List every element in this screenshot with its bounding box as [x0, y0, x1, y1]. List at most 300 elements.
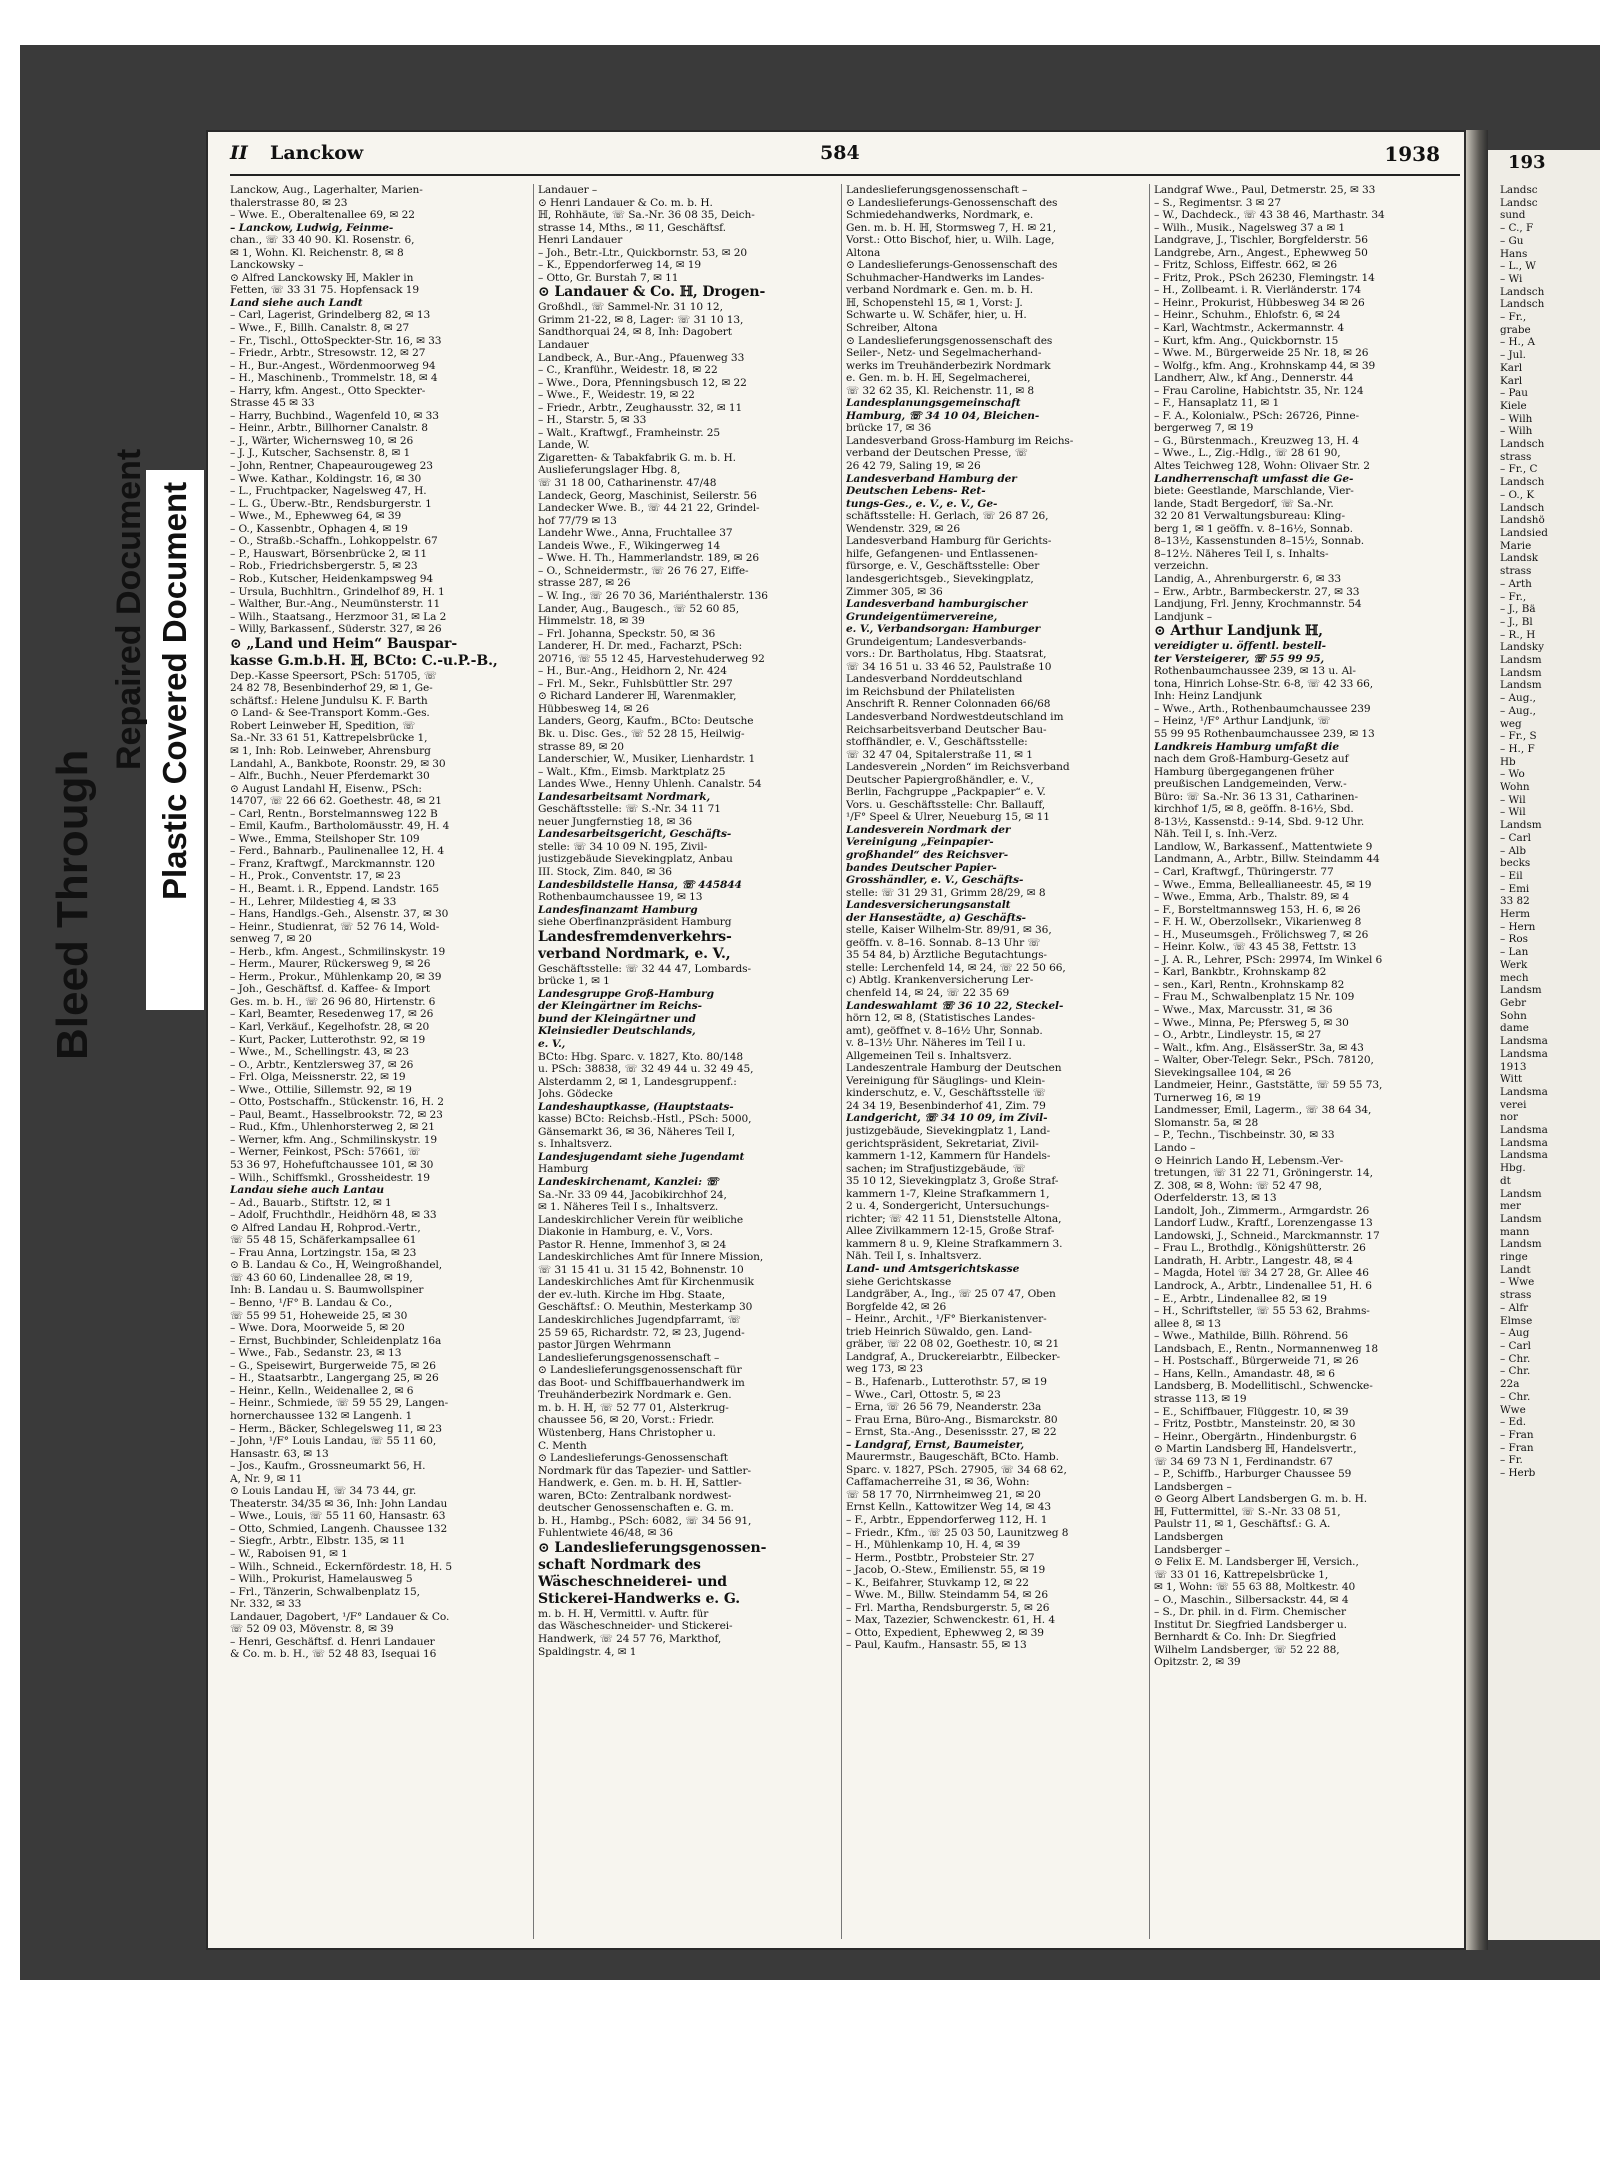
directory-entry-line: Landesjugendamt siehe Jugendamt: [538, 1150, 745, 1163]
directory-entry-line: Seiler-, Netz- und Segelmacherhand-: [846, 347, 1042, 360]
directory-entry-line: – Frl. Martha, Rendsburgerstr. 5, ✉ 26: [846, 1601, 1050, 1614]
directory-entry-line: stelle: ☏ 34 10 09 N. 195, Zivil-: [538, 840, 708, 853]
directory-entry-line: Landesverein „Norden“ im Reichsverband: [846, 761, 1070, 774]
directory-entry-line: ✉ 1, Wohn. Kl. Reichenstr. 8, ✉ 8: [230, 246, 404, 259]
directory-entry-line: – Heinr., Prokurist, Hübbesweg 34 ✉ 26: [1154, 296, 1365, 309]
directory-entry-line: – Walt., Kraftwgf., Framheinstr. 25: [538, 426, 721, 439]
directory-entry-line: – Karl, Verkäuf., Kegelhofstr. 28, ✉ 20: [230, 1021, 430, 1033]
directory-entry-line: Landherrenschaft umfasst die Ge-: [1154, 472, 1354, 485]
directory-entry-line: kammern 8 u. 9, Kleine Strafkammern 3.: [846, 1237, 1063, 1250]
directory-entry-line: fürsorge, e. V., Geschäftsstelle: Ober: [846, 560, 1040, 573]
directory-entry-line: – E., Arbtr., Lindenallee 82, ✉ 19: [1154, 1292, 1327, 1305]
directory-entry-line: – Wwe., Ottilie, Sillemstr. 92, ✉ 19: [230, 1083, 412, 1096]
directory-entry-line: lande, Stadt Bergedorf, ☏ Sa.-Nr.: [1154, 497, 1334, 510]
directory-entry-line: – Herb., kfm. Angest., Schmilinskystr. 19: [230, 945, 446, 958]
next-page-line: Landsch: [1500, 476, 1545, 489]
directory-entry-line: ⊙ Landeslieferungs-Genossenschaft des: [846, 259, 1058, 272]
next-page-line: Landsch: [1500, 501, 1545, 514]
directory-entry-line: Landrath, H. Arbtr., Langestr. 48, ✉ 4: [1154, 1254, 1353, 1267]
directory-entry-line: Grundeigentum; Landesverbands-: [846, 635, 1027, 648]
directory-entry-line: – P., Schiffb., Harburger Chaussee 59: [1154, 1468, 1352, 1481]
directory-entry-line: Landes Wwe., Henny Uhlenh. Canalstr. 54: [538, 778, 762, 791]
directory-entry-line: 35 54 84, b) Ärztliche Begutachtungs-: [846, 949, 1047, 962]
next-page-line: Landsk: [1500, 552, 1539, 565]
next-page-line: – Wi: [1500, 272, 1523, 285]
next-page-line: Landsied: [1500, 526, 1548, 539]
column-divider: [841, 184, 842, 1939]
directory-entry-line: ☏ 32 47 04, Spitalerstraße 11, ✉ 1: [846, 748, 1033, 761]
directory-entry-line: Rothenbaumchaussee 239, ✉ 13 u. Al-: [1154, 665, 1356, 678]
directory-entry-line: e. V.,: [538, 1038, 566, 1050]
next-page-line: mann: [1500, 1225, 1530, 1238]
directory-entry-line: – Hans, Handlgs.-Geh., Alsenstr. 37, ✉ 30: [230, 908, 449, 921]
directory-entry-line: Landauer, Dagobert, ¹/F° Landauer & Co.: [230, 1610, 450, 1623]
directory-entry-line: 8-13½, Kassenstd.: 9-14, Sbd. 9-12 Uhr.: [1154, 815, 1365, 828]
directory-entry-line: Landgraf, A., Druckereiarbtr., Eilbecker-: [846, 1350, 1061, 1363]
next-page-line: – Herb: [1500, 1467, 1536, 1480]
directory-entry-line: Theaterstr. 34/35 ✉ 36, Inh: John Landau: [230, 1497, 448, 1510]
next-page-line: Landsma: [1500, 1035, 1548, 1048]
directory-entry-line: vors.: Dr. Bartholatus, Hbg. Staatsrat,: [846, 648, 1047, 661]
directory-entry-line: – Frau M., Schwalbenplatz 15 Nr. 109: [1154, 991, 1355, 1004]
directory-entry-line: ⊙ Landeslieferungsgenossen-: [538, 1539, 767, 1556]
directory-entry-line: u. PSch: 38838, ☏ 32 49 44 u. 32 49 45,: [538, 1063, 754, 1076]
directory-entry-line: – Wwe., F., Weidestr. 19, ✉ 22: [538, 389, 695, 402]
directory-entry-line: e. V., Verbandsorgan: Hamburger: [846, 623, 1041, 636]
directory-entry-line: Pastor R. Henne, Immenhof 3, ✉ 24: [538, 1238, 727, 1251]
directory-entry-line: – Wwe., F., Billh. Canalstr. 8, ✉ 27: [230, 322, 410, 335]
directory-entry-line: – Wwe., M., Ephewweg 64, ✉ 39: [230, 510, 402, 523]
directory-entry-line: – Frau Caroline, Habichtstr. 35, Nr. 124: [1154, 384, 1364, 397]
directory-entry-line: Landkreis Hamburg umfaßt die: [1154, 740, 1339, 753]
directory-entry-line: – K., Eppendorferweg 14, ✉ 19: [538, 259, 702, 272]
directory-entry-line: tungs-Ges., e. V., e. V., Ge-: [846, 497, 998, 510]
directory-entry-line: Landesverband Nordwestdeutschland im: [846, 710, 1064, 723]
directory-entry-line: – F., Hansaplatz 11, ✉ 1: [1154, 397, 1280, 410]
next-page-line: nor: [1500, 1111, 1518, 1124]
next-page-line: 33 82: [1500, 895, 1530, 908]
directory-entry-line: – J. A. R., Lehrer, PSch: 29974, Im Winkel 6: [1154, 953, 1383, 966]
directory-entry-line: tretungen, ☏ 31 22 71, Gröningerstr. 14,: [1154, 1167, 1373, 1180]
directory-entry-line: – H., Bur.-Angest., Wördenmoorweg 94: [230, 359, 436, 372]
directory-entry-line: Slomanstr. 5a, ✉ 28: [1154, 1116, 1259, 1129]
directory-entry-line: 35 10 12, Sievekingplatz 3, Große Straf-: [846, 1175, 1059, 1188]
next-page-line: – Ros: [1500, 933, 1528, 946]
directory-entry-line: strasse 89, ✉ 20: [538, 740, 624, 753]
directory-entry-line: Robert Leinweber ℍ, Spedition, ☏: [230, 719, 416, 732]
directory-entry-line: – John, ¹/F° Louis Landau, ☏ 55 11 60,: [230, 1435, 437, 1448]
directory-entry-line: – H., Schriftsteller, ☏ 55 53 62, Brahms-: [1154, 1305, 1370, 1318]
directory-entry-line: strasse 113, ✉ 19: [1154, 1392, 1247, 1405]
next-page-line: Landsma: [1500, 1136, 1548, 1149]
directory-entry-line: Henri Landauer: [538, 234, 623, 247]
directory-entry-line: – G., Speisewirt, Burgerweide 75, ✉ 26: [230, 1359, 436, 1372]
directory-entry-line: A, Nr. 9, ✉ 11: [230, 1472, 303, 1485]
next-page-line: – Pau: [1500, 387, 1528, 400]
directory-entry-line: stelle: ☏ 31 29 31, Grimm 28/29, ✉ 8: [846, 886, 1046, 899]
directory-entry-line: Grimm 21-22, ✉ 8, Lager: ☏ 31 10 13,: [538, 313, 744, 326]
directory-entry-line: ⊙ Landeslieferungsgenossenschaft des: [846, 334, 1053, 347]
next-page-line: mer: [1500, 1200, 1521, 1213]
directory-entry-line: – W., Dachdeck., ☏ 43 38 46, Marthastr. 34: [1154, 209, 1385, 222]
directory-entry-line: s. Inhaltsverz.: [538, 1138, 613, 1151]
directory-entry-line: der Kleingärtner im Reichs-: [538, 1000, 702, 1013]
directory-entry-line: Land siehe auch Landt: [230, 296, 363, 309]
directory-entry-line: – Herm., Postbtr., Probsteier Str. 27: [846, 1551, 1035, 1564]
directory-entry-line: Landesgruppe Groß-Hamburg: [538, 987, 714, 1000]
directory-entry-line: Landmeier, Heinr., Gaststätte, ☏ 59 55 73,: [1154, 1079, 1383, 1092]
next-page-line: Wwe: [1500, 1403, 1526, 1416]
directory-entry-line: Landers, Georg, Kaufm., BCto: Deutsche: [538, 715, 754, 728]
next-page-line: – Chr.: [1500, 1365, 1531, 1378]
directory-entry-line: stoffhändler, e. V., Geschäftsstelle:: [846, 736, 1028, 749]
directory-entry-line: – H., Maschinenb., Trommelstr. 18, ✉ 4: [230, 372, 438, 385]
directory-entry-line: 14707, ☏ 22 66 62. Goethestr. 48, ✉ 21: [230, 795, 442, 808]
directory-entry-line: Sa.-Nr. 33 09 44, Jacobikirchhof 24,: [538, 1188, 727, 1201]
next-page-line: Landsm: [1500, 1187, 1542, 1200]
directory-entry-line: Land- und Amtsgerichtskasse: [846, 1263, 1020, 1276]
directory-entry-line: – Frau Erna, Büro-Ang., Bismarckstr. 80: [846, 1413, 1058, 1426]
directory-entry-line: Handwerk, e. Gen. m. b. H. ℍ, Sattler-: [538, 1477, 742, 1490]
directory-entry-line: waren, BCto: Zentralbank nordwest-: [538, 1489, 732, 1502]
directory-entry-line: Landolt, Joh., Zimmerm., Armgardstr. 26: [1154, 1204, 1370, 1217]
directory-entry-line: – L. G., Überw.-Btr., Rendsburgerstr. 1: [230, 497, 432, 510]
next-page-line: – L., W: [1500, 260, 1536, 273]
directory-entry-line: hornerchaussee 132 ✉ Langenh. 1: [230, 1409, 413, 1422]
directory-entry-line: Landahl, A., Bankbote, Roonstr. 29, ✉ 30: [230, 757, 446, 770]
next-page-line: Werk: [1500, 958, 1528, 971]
next-page-line: Landsch: [1500, 438, 1545, 451]
directory-entry-line: – Fritz, Postbtr., Mansteinstr. 20, ✉ 30: [1154, 1418, 1356, 1431]
directory-entry-line: – Friedr., Arbtr., Stresowstr. 12, ✉ 27: [230, 347, 426, 360]
next-page-line: – Fr., S: [1500, 730, 1537, 743]
next-page-line: Landsma: [1500, 1047, 1548, 1060]
directory-entry-line: allee 8, ✉ 13: [1154, 1317, 1221, 1330]
directory-entry-line: ✉ 1. Näheres Teil I s., Inhaltsverz.: [538, 1201, 719, 1214]
directory-entry-line: e. Gen. m. b. H. ℍ, Segelmacherei,: [846, 372, 1031, 385]
directory-entry-line: – Adolf, Fruchthdlr., Heidhörn 48, ✉ 33: [230, 1209, 437, 1222]
directory-entry-line: Sa.-Nr. 33 61 51, Kattrepelsbrücke 1,: [230, 732, 428, 745]
next-page-line: – O., K: [1500, 488, 1535, 501]
directory-entry-line: – Wwe. M., Billw. Steindamm 54, ✉ 26: [846, 1589, 1048, 1602]
next-page-line: – C., F: [1500, 222, 1534, 235]
directory-entry-line: – Ursula, Buchhltrn., Grindelhof 89, H. 1: [230, 585, 445, 598]
directory-entry-line: ⊙ Landeslieferungs-Genossenschaft des: [846, 196, 1058, 209]
directory-entry-line: – P., Hauswart, Börsenbrücke 2, ✉ 11: [230, 547, 428, 560]
directory-entry-line: Maurermstr., Baugeschäft, BCto. Hamb.: [846, 1451, 1059, 1464]
directory-entry-line: – H., Museumsgeh., Frölichsweg 7, ✉ 26: [1154, 928, 1369, 941]
directory-entry-line: – Heinr., Archit., ¹/F° Bierkanistenver-: [846, 1313, 1047, 1326]
directory-entry-line: Landesfinanzamt Hamburg: [538, 903, 698, 916]
next-page-line: – Wilh: [1500, 425, 1533, 438]
next-page-line: Landsch: [1500, 298, 1545, 311]
directory-entry-line: III. Stock, Zim. 840, ✉ 36: [538, 865, 672, 878]
directory-columns: [230, 184, 1462, 1944]
next-page-line: Landsm: [1500, 1238, 1542, 1251]
next-page-line: Landsky: [1500, 641, 1544, 654]
next-page-line: – Chr.: [1500, 1352, 1531, 1365]
directory-entry-line: Näh. Teil I, s. Inh.-Verz.: [1154, 828, 1278, 841]
directory-entry-line: – S., Dr. phil. in d. Firm. Chemischer: [1154, 1606, 1346, 1619]
directory-entry-line: Wendenstr. 329, ✉ 26: [846, 522, 960, 535]
next-page-line: strass: [1500, 565, 1532, 578]
directory-entry-line: ☏ 32 62 35, Kl. Reichenstr. 11, ✉ 8: [846, 384, 1035, 397]
directory-entry-line: 8–13½, Kassenstunden 8–15½, Sonnab.: [1154, 535, 1365, 548]
directory-entry-line: nach dem Groß-Hamburg-Gesetz auf: [1154, 753, 1349, 766]
directory-entry-line: – Rob., Kutscher, Heidenkampsweg 94: [230, 572, 433, 585]
directory-entry-line: Geschäftsstelle: ☏ S.-Nr. 34 11 71: [538, 803, 721, 816]
directory-entry-line: – Wwe. E., Oberaltenallee 69, ✉ 22: [230, 209, 415, 222]
plastic-covered-label: Plastic Covered Document: [156, 481, 193, 900]
directory-entry-line: – Friedr., Arbtr., Zeughausstr. 32, ✉ 11: [538, 401, 743, 414]
next-page-line: Landsm: [1500, 984, 1542, 997]
directory-entry-line: Landesverein Nordmark der: [846, 823, 1011, 836]
next-page-line: ringe: [1500, 1251, 1528, 1264]
next-page-line: – J., Bl: [1500, 615, 1533, 628]
page-number: 584: [820, 142, 860, 164]
directory-entry-line: Landeswahlamt ☏ 36 10 22, Steckel-: [846, 999, 1064, 1012]
next-page-line: – Fr.: [1500, 1454, 1523, 1467]
directory-entry-line: v. 8–13½ Uhr. Näheres im Teil I u.: [846, 1037, 1026, 1050]
directory-entry-line: – Heinr., Schmiede, ☏ 59 55 29, Langen-: [230, 1397, 449, 1410]
directory-entry-line: Alsterdamm 2, ✉ 1, Landesgruppenf.:: [538, 1075, 737, 1088]
directory-entry-line: ⊙ August Landahl ℍ, Eisenw., PSch:: [230, 782, 422, 795]
directory-entry-line: – H., Mühlenkamp 10, H. 4, ✉ 39: [846, 1539, 1021, 1552]
next-page-line: Landsm: [1500, 1212, 1542, 1225]
directory-entry-line: – O., Maschin., Silbersackstr. 44, ✉ 4: [1154, 1593, 1349, 1606]
directory-entry-line: Schmiedehandwerks, Nordmark, e.: [846, 209, 1034, 222]
directory-entry-line: Landeslieferungsgenossenschaft –: [538, 1351, 720, 1364]
directory-entry-line: Deutscher Papiergroßhändler, e. V.,: [846, 773, 1034, 786]
directory-entry-line: – Alfr., Buchh., Neuer Pferdemarkt 30: [230, 770, 430, 783]
directory-entry-line: ⊙ Landeslieferungsgenossenschaft für: [538, 1364, 742, 1377]
directory-entry-line: Fetten, ☏ 33 31 75. Hopfensack 19: [230, 284, 419, 297]
directory-entry-line: Spaldingstr. 4, ✉ 1: [538, 1645, 637, 1658]
directory-entry-line: weg 173, ✉ 23: [846, 1363, 923, 1376]
directory-entry-line: Sandthorquai 24, ✉ 8, Inh: Dagobert: [538, 326, 732, 339]
directory-entry-line: ☏ 33 01 16, Kattrepelsbrücke 1,: [1154, 1568, 1329, 1581]
directory-entry-line: ⊙ Felix E. M. Landsberger ℍ, Versich.,: [1154, 1556, 1359, 1569]
directory-entry-line: justizgebäude Sievekingplatz, Anbau: [538, 853, 733, 866]
directory-entry-line: Treuhänderbezirk Nordmark e. Gen.: [538, 1389, 732, 1402]
directory-entry-line: Nr. 332, ✉ 33: [230, 1598, 302, 1611]
directory-entry-line: Sparc. v. 1827, PSch. 27905, ☏ 34 68 62,: [846, 1463, 1067, 1476]
directory-entry-line: – Emil, Kaufm., Bartholomäusstr. 49, H. 4: [230, 820, 450, 833]
next-page-line: – Carl: [1500, 1339, 1531, 1352]
directory-entry-line: Caffamacherreihe 31, ✉ 36, Wohn:: [846, 1476, 1030, 1489]
directory-entry-line: & Co. m. b. H., ☏ 52 48 83, Isequai 16: [230, 1648, 437, 1661]
next-page-line: – Aug.,: [1500, 704, 1536, 717]
directory-entry-line: Landeskirchenamt, Kanzlei: ☏: [538, 1176, 719, 1189]
directory-entry-line: Dep.-Kasse Speersort, PSch: 51705, ☏: [230, 669, 437, 682]
directory-entry-line: Wüstenberg, Hans Christopher u.: [538, 1426, 716, 1439]
directory-entry-line: – E., Schiffbauer, Flüggestr. 10, ✉ 39: [1154, 1405, 1349, 1418]
directory-entry-line: kinderschutz, e. V., Geschäftsstelle ☏: [846, 1087, 1046, 1100]
directory-entry-line: Lanckow, Aug., Lagerhalter, Marien-: [230, 184, 423, 196]
directory-entry-line: bandes Deutscher Papier-: [846, 861, 997, 874]
directory-entry-line: Landsberg, B. Modellitischl., Schwencke-: [1154, 1380, 1373, 1393]
running-head-name: Lanckow: [270, 142, 364, 164]
directory-entry-line: – Kurt, kfm. Ang., Quickbornstr. 15: [1154, 334, 1339, 347]
next-page-line: – Eil: [1500, 869, 1523, 882]
directory-entry-line: Landjunk –: [1154, 610, 1212, 623]
directory-entry-line: Wilhelm Landsberger, ☏ 52 22 88,: [1154, 1643, 1340, 1656]
directory-entry-line: – H., Zollbeamt. i. R. Vierländerstr. 174: [1154, 284, 1362, 297]
directory-entry-line: – Max, Tazezier, Schwenckestr. 61, H. 4: [846, 1614, 1055, 1627]
directory-entry-line: im Reichsbund der Philatelisten: [846, 685, 1015, 698]
directory-entry-line: – K., Beifahrer, Stuvkamp 12, ✉ 22: [846, 1576, 1029, 1589]
directory-entry-line: strasse 287, ✉ 26: [538, 577, 631, 590]
next-page-line: – Emi: [1500, 882, 1530, 895]
directory-entry-line: – F., Arbtr., Eppendorferweg 112, H. 1: [846, 1513, 1048, 1526]
directory-entry-line: richter; ☏ 42 11 51, Dienststelle Altona,: [846, 1212, 1062, 1225]
directory-entry-line: hilfe, Gefangenen- und Entlassenen-: [846, 547, 1038, 560]
directory-entry-line: – Carl, Lagerist, Grindelberg 82, ✉ 13: [230, 309, 431, 322]
next-page-line: – Alb: [1500, 844, 1526, 857]
directory-entry-line: 24 82 78, Besenbinderhof 29, ✉ 1, Ge-: [230, 682, 433, 695]
directory-entry-line: Landesarbeitsamt Nordmark,: [538, 790, 711, 803]
directory-entry-line: verband Nordmark e. Gen. m. b. H.: [846, 284, 1033, 297]
directory-entry-line: Gen. m. b. H. ℍ, Stormsweg 7, H. ✉ 21,: [846, 221, 1056, 234]
directory-entry-line: ⊙ Richard Landerer ℍ, Warenmakler,: [538, 690, 737, 703]
next-page-line: dt: [1500, 1174, 1511, 1187]
directory-entry-line: Landesarbeitsgericht, Geschäfts-: [538, 828, 732, 841]
directory-entry-line: – J. J., Kutscher, Sachsenstr. 8, ✉ 1: [230, 447, 411, 460]
next-page-line: Witt: [1500, 1073, 1523, 1086]
directory-entry-line: ⊙ Henri Landauer & Co. m. b. H.: [538, 196, 713, 209]
directory-entry-line: Paulstr 11, ✉ 1, Geschäftsf.: G. A.: [1154, 1518, 1331, 1531]
directory-entry-line: Stickerei-Handwerks e. G.: [538, 1590, 740, 1607]
directory-entry-line: Landig, A., Ahrenburgerstr. 6, ✉ 33: [1154, 572, 1342, 585]
directory-entry-line: das Boot- und Schiffbauerhandwerk im: [538, 1376, 745, 1389]
directory-entry-line: Sievekingsallee 104, ✉ 26: [1154, 1066, 1292, 1079]
next-page-line: Gebr: [1500, 997, 1527, 1009]
directory-entry-line: – Ad., Bauarb., Stiftstr. 12, ✉ 1: [230, 1196, 392, 1209]
directory-entry-line: siehe Gerichtskasse: [846, 1275, 952, 1288]
next-page-line: – Wo: [1500, 768, 1525, 781]
directory-entry-line: – Fr., Tischl., OttoSpeckter-Str. 16, ✉ 33: [230, 334, 442, 347]
next-page-line: – Wil: [1500, 793, 1526, 806]
directory-entry-line: senweg 7, ✉ 20: [230, 933, 312, 946]
directory-entry-line: verband Nordmark, e. V.,: [538, 945, 731, 962]
directory-entry-line: – Joh., Betr.-Ltr., Quickbornstr. 53, ✉ 20: [538, 246, 748, 259]
next-page-line: weg: [1500, 717, 1522, 730]
directory-entry-line: – F., Borsteltmannsweg 153, H. 6, ✉ 26: [1154, 903, 1361, 916]
directory-entry-line: ☏ 34 69 73 N 1, Ferdinandstr. 67: [1154, 1455, 1333, 1468]
book-gutter: [1466, 130, 1488, 1950]
directory-entry-line: – Wwe., Fab., Sedanstr. 23, ✉ 13: [230, 1347, 402, 1360]
next-page-column: [1500, 184, 1598, 1924]
directory-entry-line: – Frau Anna, Lortzingstr. 15a, ✉ 23: [230, 1246, 417, 1259]
directory-entry-line: – Werner, kfm. Ang., Schmilinskystr. 19: [230, 1133, 438, 1146]
directory-entry-line: – Willy, Barkassenf., Süderstr. 327, ✉ 26: [230, 623, 442, 636]
directory-entry-line: Landauer: [538, 339, 589, 352]
directory-entry-line: berg 1, ✉ 1 geöffn. v. 8–16½, Sonnab.: [1154, 522, 1353, 535]
directory-entry-line: – Heinr., Studienrat, ☏ 52 76 14, Wold-: [230, 920, 440, 933]
directory-entry-line: – Wilh., Staatsang., Herzmoor 31, ✉ La 2: [230, 610, 447, 623]
next-page-line: Sohn: [1500, 1009, 1527, 1022]
directory-entry-line: Schwarte u. W. Schäfer, hier, u. H.: [846, 309, 1027, 322]
next-page-line: Herm: [1500, 908, 1531, 921]
directory-entry-line: – Otto, Schmied, Langenh. Chaussee 132: [230, 1522, 448, 1535]
directory-entry-line: – Wwe., Louis, ☏ 55 11 60, Hansastr. 63: [230, 1510, 446, 1523]
directory-entry-line: – Wwe. H. Th., Hammerlandstr. 189, ✉ 26: [538, 552, 759, 565]
directory-entry-line: Landrock, A., Arbtr., Lindenallee 51, H. 6: [1154, 1280, 1372, 1293]
directory-entry-line: Inh: B. Landau u. S. Baumwollspiner: [230, 1284, 424, 1297]
directory-entry-line: Hamburg, ☏ 34 10 04, Bleichen-: [846, 409, 1040, 422]
next-page-line: – Chr.: [1500, 1390, 1531, 1403]
column-4: [1154, 184, 1452, 1944]
directory-entry-line: – Wwe., Arth., Rothenbaumchaussee 239: [1154, 702, 1371, 715]
directory-entry-line: Geschäftsf.: O. Meuthin, Mesterkamp 30: [538, 1301, 753, 1314]
column-divider: [1149, 184, 1150, 1939]
directory-entry-line: Altona: [846, 246, 881, 259]
next-page-line: Wohn: [1500, 781, 1530, 794]
next-page-line: – H., F: [1500, 742, 1535, 755]
directory-entry-line: 24 34 19, Besenbinderhof 41, Zim. 79: [846, 1099, 1046, 1112]
directory-entry-line: Gänsemarkt 36, ✉ 36, Näheres Teil I,: [538, 1125, 735, 1138]
directory-entry-line: Inh: Heinz Landjunk: [1154, 690, 1262, 703]
directory-entry-line: C. Menth: [538, 1439, 587, 1452]
directory-entry-line: – Wwe., Emma, Arb., Thalstr. 89, ✉ 4: [1154, 891, 1349, 904]
directory-entry-line: Landeskirchlicher Verein für weibliche: [538, 1213, 744, 1226]
directory-entry-line: – F. H. W., Oberzollsekr., Vikarienweg 8: [1154, 916, 1362, 929]
directory-entry-line: Rothenbaumchaussee 19, ✉ 13: [538, 891, 703, 904]
directory-entry-line: biete: Geestlande, Marschlande, Vier-: [1154, 485, 1354, 498]
directory-entry-line: – Herm., Prokur., Mühlenkamp 20, ✉ 39: [230, 970, 442, 983]
directory-entry-line: – H., Prok., Conventstr. 17, ✉ 23: [230, 870, 401, 883]
directory-entry-line: neuer Jungfernstieg 18, ✉ 36: [538, 815, 693, 828]
next-page-line: – Fran: [1500, 1428, 1534, 1441]
directory-entry-line: ⊙ Landeslieferungs-Genossenschaft: [538, 1452, 728, 1465]
directory-entry-line: kasse G.m.b.H. ℍ, BCto: C.-u.P.-B.,: [230, 652, 498, 669]
directory-entry-line: 25 59 65, Richardstr. 72, ✉ 23, Jugend-: [538, 1326, 745, 1339]
directory-entry-line: der ev.-luth. Kirche im Hbg. Staate,: [538, 1288, 725, 1301]
directory-entry-line: Johs. Gödecke: [538, 1088, 613, 1101]
directory-entry-line: ☏ 31 18 00, Catharinenstr. 47/48: [538, 477, 717, 490]
directory-entry-line: Lande, W.: [538, 439, 590, 452]
directory-entry-line: – O., Straßb.-Schaffn., Lohkoppelstr. 67: [230, 535, 438, 548]
next-page-line: 22a: [1500, 1378, 1520, 1391]
directory-entry-line: Bernhardt & Co. Inh: Dr. Siegfried: [1154, 1631, 1336, 1644]
directory-entry-line: Landesplanungsgemeinschaft: [846, 397, 1021, 410]
next-page-line: Landsch: [1500, 285, 1545, 298]
next-page-line: Landt: [1500, 1263, 1531, 1276]
next-page-line: Landsm: [1500, 666, 1542, 679]
directory-entry-line: landesgerichtsgeb., Sievekingplatz,: [846, 572, 1034, 585]
directory-entry-line: Landerer, H. Dr. med., Facharzt, PSch:: [538, 640, 743, 653]
next-page-line: – Fr.,: [1500, 590, 1527, 603]
directory-entry-line: Landsbergen –: [1154, 1480, 1232, 1493]
directory-entry-line: justizgebäude, Sievekingplatz 1, Land-: [846, 1125, 1051, 1138]
directory-entry-line: Hübbesweg 14, ✉ 26: [538, 702, 649, 715]
directory-entry-line: Kleinsiedler Deutschlands,: [538, 1025, 696, 1038]
directory-entry-line: brücke 1, ✉ 1: [538, 975, 610, 988]
directory-entry-line: ☏ 55 99 51, Hoheweide 25, ✉ 30: [230, 1309, 408, 1322]
directory-entry-line: – Wilh., Schiffsmkl., Grossheidestr. 19: [230, 1171, 430, 1184]
directory-entry-line: – Ernst, Sta.-Ang., Desenissstr. 27, ✉ 22: [846, 1426, 1057, 1439]
directory-entry-line: ter Versteigerer, ☏ 55 99 95,: [1154, 652, 1325, 665]
next-page-line: grabe: [1500, 323, 1531, 336]
directory-entry-line: thalerstrasse 80, ✉ 23: [230, 196, 348, 209]
directory-entry-line: – O., Arbtr., Kentzlersweg 37, ✉ 26: [230, 1058, 414, 1071]
directory-entry-line: Handwerk, ☏ 24 57 76, Markthof,: [538, 1632, 722, 1645]
directory-entry-line: c) Abtlg. Krankenversicherung Ler-: [846, 974, 1034, 987]
directory-entry-line: – Kurt, Packer, Lutterothstr. 92, ✉ 19: [230, 1033, 426, 1046]
next-page-line: – Jul.: [1500, 349, 1526, 362]
directory-entry-line: m. b. H. ℍ, Vermittl. v. Auftr. für: [538, 1607, 709, 1620]
directory-entry-line: Landau siehe auch Lantau: [230, 1184, 385, 1197]
